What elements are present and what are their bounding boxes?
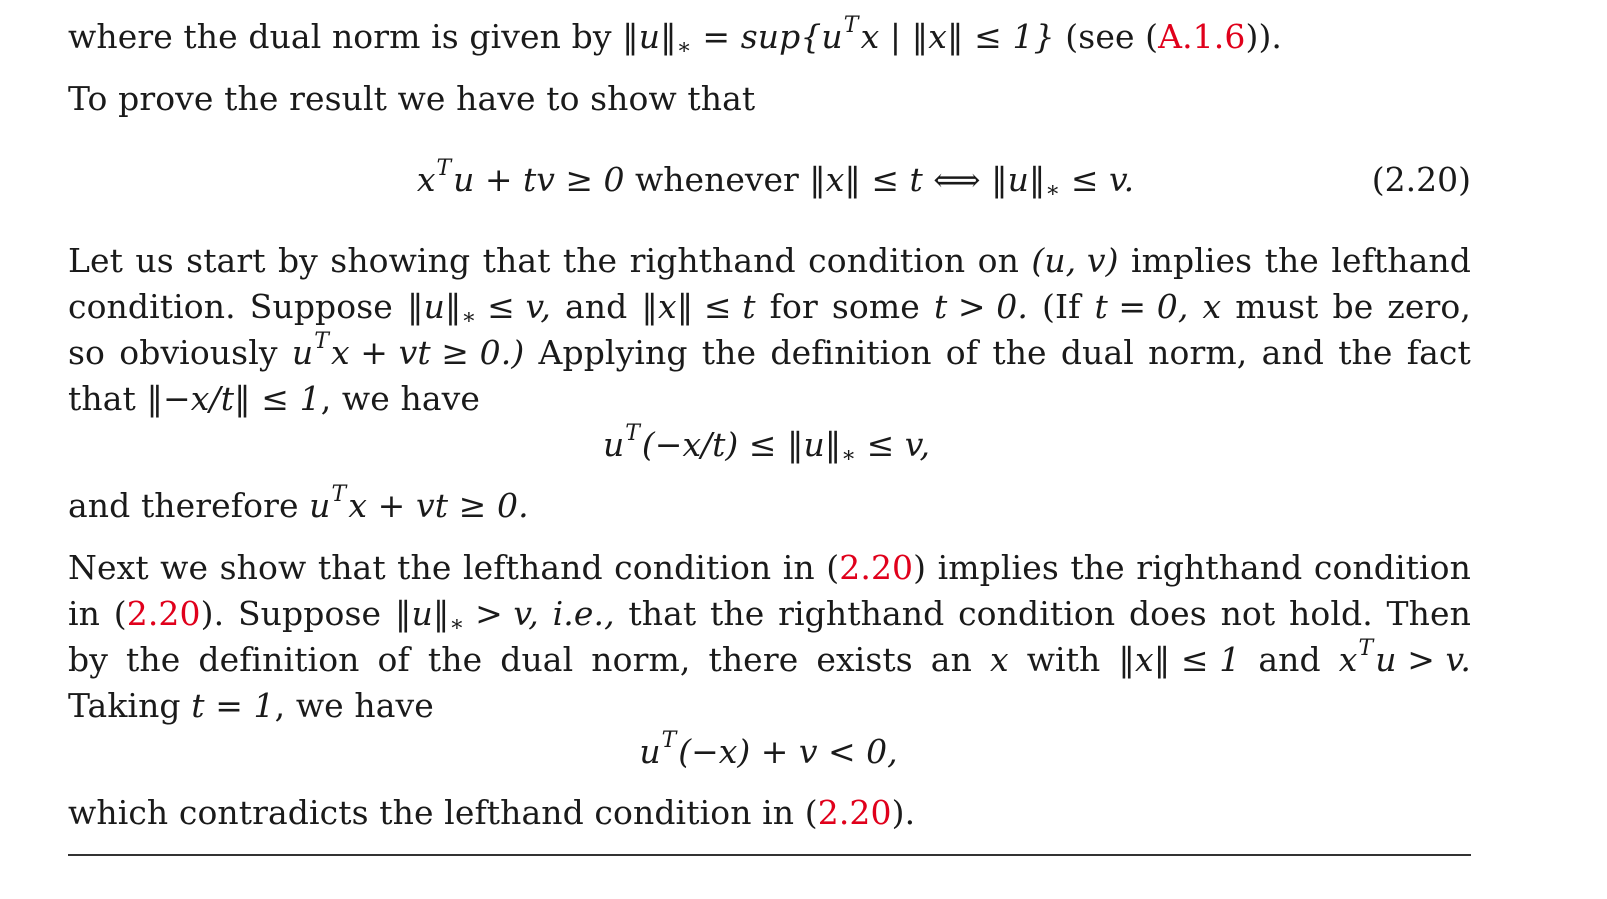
word: the bbox=[1338, 333, 1393, 372]
end-of-proof-rule bbox=[68, 854, 1471, 856]
math-expression: (−x) + v < 0, bbox=[678, 732, 898, 771]
math-u: u bbox=[602, 425, 625, 464]
math-expression: x + vt ≥ 0.) bbox=[330, 333, 525, 372]
paragraph-line bbox=[68, 241, 1471, 281]
word: righthand bbox=[1136, 548, 1303, 587]
math-inline bbox=[291, 329, 525, 378]
word: definition bbox=[198, 640, 360, 679]
word: obviously bbox=[119, 333, 278, 372]
math-star-subscript: ∗ bbox=[676, 35, 692, 60]
math-inline: t > 0. bbox=[933, 287, 1028, 326]
word: showing bbox=[330, 241, 471, 280]
math-transpose: T bbox=[625, 421, 640, 446]
math-transpose: T bbox=[661, 728, 677, 753]
math-leq-v: ≤ v, bbox=[476, 287, 551, 326]
text-line-prove-result: To prove the result we have to show that bbox=[68, 79, 756, 118]
word: fact bbox=[1406, 333, 1471, 372]
math-inline: t = 0, bbox=[1094, 287, 1189, 326]
text: where the dual norm is given by bbox=[68, 17, 623, 56]
math-u: u bbox=[309, 486, 331, 525]
word: by bbox=[277, 241, 318, 280]
paragraph-line bbox=[68, 329, 1471, 378]
word: start bbox=[186, 241, 266, 280]
math-transpose: T bbox=[1358, 636, 1374, 661]
display-equation-dual-norm-bound bbox=[0, 421, 1570, 470]
word: Suppose bbox=[237, 594, 382, 633]
word: the bbox=[397, 548, 452, 587]
word: Let bbox=[68, 241, 124, 280]
math-sup: = sup{u bbox=[691, 17, 843, 56]
math-star-subscript: ∗ bbox=[1045, 178, 1061, 203]
text-whenever: whenever bbox=[624, 160, 810, 199]
math-transpose: T bbox=[314, 329, 329, 354]
text-line-dual-norm-definition bbox=[68, 13, 1471, 62]
math-inline bbox=[407, 287, 551, 332]
math-star-subscript: ∗ bbox=[461, 305, 477, 330]
equation-reference: (2.20) bbox=[826, 548, 927, 587]
word: condition bbox=[1313, 548, 1471, 587]
math-norm-u: ‖u‖ bbox=[622, 17, 677, 56]
text: )). bbox=[1245, 17, 1283, 56]
math-transpose: T bbox=[331, 482, 347, 507]
paragraph-line bbox=[68, 793, 1471, 833]
word: with bbox=[1026, 640, 1101, 679]
word: lefthand bbox=[1331, 241, 1471, 280]
math-norm-u: ‖u‖ bbox=[991, 160, 1046, 199]
paragraph-line bbox=[68, 548, 1471, 588]
paragraph-line bbox=[68, 636, 1471, 685]
equation-reference-link[interactable]: A.1.6 bbox=[1158, 17, 1246, 56]
math-inline bbox=[395, 594, 539, 639]
paragraph-line bbox=[68, 287, 1471, 332]
text: , we have bbox=[274, 686, 434, 725]
word: the bbox=[125, 640, 181, 679]
equation-reference: (2.20). bbox=[113, 594, 225, 633]
word: there bbox=[708, 640, 799, 679]
word: hold. bbox=[1289, 594, 1373, 633]
paragraph-line bbox=[68, 379, 1471, 419]
math-sup-set: x | ‖x‖ ≤ 1} bbox=[860, 17, 1055, 56]
word: norm, bbox=[591, 640, 691, 679]
math-transpose: T bbox=[843, 13, 859, 38]
text: and therefore bbox=[68, 486, 310, 525]
math-u: u bbox=[291, 333, 314, 372]
word: of bbox=[377, 640, 410, 679]
math-norm-x: ‖x‖ ≤ 1 bbox=[1118, 640, 1241, 679]
word: implies bbox=[1130, 241, 1253, 280]
word: righthand bbox=[629, 241, 796, 280]
word: an bbox=[930, 640, 972, 679]
paragraph-line bbox=[68, 686, 1471, 726]
math-x: x bbox=[989, 640, 1009, 679]
text: (see ( bbox=[1054, 17, 1159, 56]
word: the bbox=[562, 241, 618, 280]
word: by bbox=[68, 640, 108, 679]
word: and bbox=[1261, 333, 1324, 372]
word: condition. bbox=[68, 287, 236, 326]
math-x: x bbox=[416, 160, 436, 199]
text: Taking bbox=[68, 686, 192, 725]
math-star-subscript: ∗ bbox=[841, 443, 857, 468]
math-transpose: T bbox=[436, 156, 452, 181]
word: that bbox=[482, 241, 551, 280]
word: norm, bbox=[1148, 333, 1248, 372]
word: the bbox=[427, 640, 483, 679]
word: the bbox=[701, 333, 757, 372]
word: dual bbox=[1060, 333, 1134, 372]
text: ). bbox=[891, 793, 916, 832]
word: in bbox=[782, 548, 815, 587]
word: and bbox=[565, 287, 628, 326]
word: so bbox=[68, 333, 106, 372]
word: condition bbox=[808, 241, 966, 280]
math-leq-v: ≤ v. bbox=[1060, 160, 1135, 199]
word: on bbox=[977, 241, 1019, 280]
word: Suppose bbox=[249, 287, 393, 326]
word: of bbox=[945, 333, 979, 372]
text: , we have bbox=[320, 379, 480, 418]
word: the bbox=[992, 333, 1047, 372]
word: in bbox=[68, 594, 101, 633]
display-equation-2-20 bbox=[0, 156, 1579, 205]
word: condition bbox=[614, 548, 772, 587]
math-norm-u: ‖u‖ bbox=[406, 287, 462, 326]
math-norm-x: ‖x‖ ≤ t bbox=[809, 160, 923, 199]
math-norm-u: ‖u‖ bbox=[394, 594, 450, 633]
math-expression: u + tv ≥ 0 bbox=[453, 160, 625, 199]
math-x: x bbox=[1202, 287, 1222, 326]
math-leq-v: ≤ v, bbox=[856, 425, 931, 464]
word: we bbox=[160, 548, 209, 587]
display-equation-contradiction bbox=[0, 728, 1572, 777]
math-expression: (−x/t) ≤ ‖u‖ bbox=[641, 425, 842, 464]
word: some bbox=[831, 287, 920, 326]
math-x: x bbox=[1338, 640, 1358, 679]
word: does bbox=[1128, 594, 1207, 633]
word: that bbox=[628, 594, 697, 633]
equation-number: (2.20) bbox=[1371, 160, 1471, 199]
word: implies bbox=[937, 548, 1059, 587]
math-iff: ⟺ bbox=[922, 160, 992, 199]
word: Next bbox=[68, 548, 149, 587]
equation-reference-link[interactable]: 2.20 bbox=[839, 548, 914, 587]
word: for bbox=[769, 287, 818, 326]
word: dual bbox=[500, 640, 574, 679]
word: the bbox=[1264, 241, 1319, 280]
word: exists bbox=[816, 640, 913, 679]
text: that bbox=[68, 379, 147, 418]
word: must bbox=[1235, 287, 1319, 326]
word: be bbox=[1332, 287, 1374, 326]
math-expression: u > v. bbox=[1375, 640, 1471, 679]
math-expression: x + vt ≥ 0. bbox=[348, 486, 529, 525]
word: not bbox=[1220, 594, 1276, 633]
paragraph-line bbox=[68, 482, 1471, 531]
math-inline: ‖−x/t‖ ≤ 1 bbox=[146, 379, 321, 418]
word: Then bbox=[1386, 594, 1471, 633]
math-inline: t = 1 bbox=[191, 686, 275, 725]
equation-reference-link[interactable]: 2.20 bbox=[817, 793, 892, 832]
word-italic: i.e., bbox=[552, 594, 615, 633]
word: us bbox=[135, 241, 174, 280]
word: (u, v) bbox=[1031, 241, 1119, 280]
word: the bbox=[710, 594, 765, 633]
math-u: u bbox=[639, 732, 661, 771]
word: righthand bbox=[778, 594, 945, 633]
word: the bbox=[1070, 548, 1125, 587]
math-inline bbox=[1338, 636, 1471, 685]
paragraph-line bbox=[68, 594, 1471, 639]
word: and bbox=[1258, 640, 1321, 679]
math-norm-x: ‖x‖ ≤ t bbox=[641, 287, 756, 326]
word: show bbox=[219, 548, 307, 587]
word: (If bbox=[1041, 287, 1081, 326]
math-star-subscript: ∗ bbox=[449, 612, 465, 637]
equation-reference-link[interactable]: 2.20 bbox=[126, 594, 201, 633]
word: definition bbox=[770, 333, 932, 372]
word: lefthand bbox=[463, 548, 603, 587]
math-gt-v: > v, bbox=[464, 594, 539, 633]
word: Applying bbox=[538, 333, 688, 372]
word: that bbox=[317, 548, 386, 587]
word: zero, bbox=[1387, 287, 1471, 326]
text: which contradicts the lefthand condition in ( bbox=[68, 793, 818, 832]
word: condition bbox=[958, 594, 1116, 633]
